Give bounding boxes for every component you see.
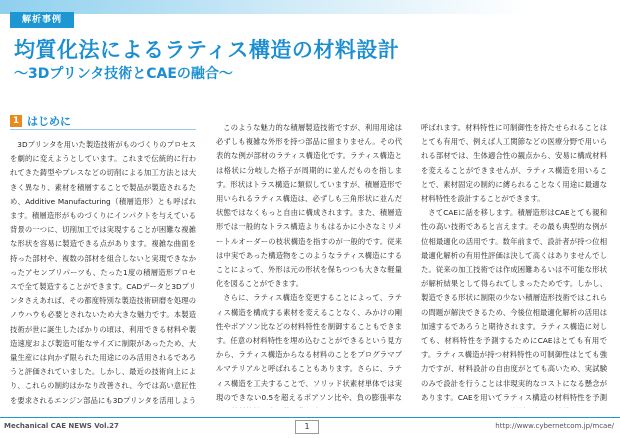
footer-publication: Mechanical CAE NEWS Vol.27: [4, 422, 119, 430]
footer-url: http://www.cybernetcom.jp/mcae/: [495, 422, 614, 430]
text-column-3: [421, 121, 607, 408]
section-title: はじめに: [27, 115, 71, 128]
page-title: 均質化法によるラティス構造の材料設計: [14, 38, 400, 62]
text-column-1: [10, 138, 196, 408]
text-column-2: [216, 121, 402, 408]
paragraph: 3Dプリンタを用いた製造技術がものづくりのプロセスを劇的に変えようとしています。これまで伝統的に行われてきた鋳型やプレスなどの切削による加工方法とは大きく異なり、素材を積層することで製品が製造されるため、Additive Manufacturing（積層造形）とも呼ばれます。積層造形がものづくりにインパクトを与えている背景の一つに、切削加工では実現することが困難な複雑な形状を容易に製造できる点があります。複雑な曲面を持った部材や、複数の部材を組合しないと実現できなかったアセンブリパーツも、たった1度の積層造形プロセスで全て製造することができます。CADデータと3Dプリンタさえあれば、その都度特別な製造技術研磨を処理のノウハウも必要とされないため大きな魅力です。本製造技術が世に誕生したばかりの頃は、利用できる材料や製造速度および製造可能なサイズに制限があったため、大量生産には向かず限られた用途にのみ活用されるであろうと評価されていました。しかし、最近の技術向上により、これらの制約はかなり改善され、今では高い意匠性を要求されるエンジン部品にも3Dプリンタを活用しよう: [10, 140, 196, 405]
paragraph: 呼ばれます。材料特性に可制御性を持たせられることはとても有用で、例えば人工関節などの医療分野で用いられる部材では、生体適合性の観点から、安易に構成材料を変えることができませんが、ラティス構造を用いることで、素材固定の制約に縛られることなく用途に最適な材料特性を設計することができます。: [421, 123, 607, 204]
footer-divider: [0, 417, 620, 418]
paragraph: さらに、ラティス構造を変更することによって、ラティス構造を構成する素材を変えることなく、みかけの剛性やポアソン比などの材料特性を制御することもできます。任意の材料特性を埋め込むことができるという見方から、ラティス構造からなる材料のことをプログラマブルマテリアルと呼ばれることもあります。さらに、ラティス構造を工夫することで、ソリッド状素材単体では実現のできない0.5を超えるポアソン比や、負の膨張率な: [216, 293, 402, 402]
paragraph: さてCAEに話を移します。積層造形はCAEとても親和性の高い技術であると言えます。その最も典型的な例が位相最適化の活用です。数年前まで、設計者が持つ位相最適化解析の有用性評価は決して高くはありませんでした。従来の加工技術では作成困難あるいは不可能な形状が解析結果として得られてしまったためです。しかし、製造できる形状に制限の少ない積層造形技術ではこれらの問題が解決できるため、今後位相最適化解析の活用は加速するであろうと期待されます。ラティス構造に対しても、材料特性を予測するためにCAEはとても有用です。ラティス構造が持つ材料特性の可制御性はとても強力ですが、材料設計の自由度がとても高いため、実試験のみで設計を行うことは非現実的なコストになる懸念があります。CAEを用いてラティス構造の材料特性を予測: [421, 208, 607, 402]
page-subtitle: ～3Dプリンタ技術とCAEの融合～: [14, 66, 233, 82]
section-number: 1: [10, 115, 22, 127]
page-number: 1: [295, 420, 319, 434]
section-heading: [10, 112, 196, 130]
category-tag: 解析事例: [10, 12, 74, 28]
paragraph: このような魅力的な積層製造技術ですが、利用用途は必ずしも複雑な外形を持つ部品に留まりません。その代表的な例が部材のラティス構造化です。ラティス構造とは格状に分岐した格子が周期的に並んだものを指します。形状はトラス構造に類似していますが、積層造形で用いられるラティス構造は、必ずしも三角形状に並んだ状態ではなくもっと自由に構成されます。また、積層造形では一般的なトラス構造よりもはるかに小さなミリメートルオーダーの枝状構造を指すのが一般的です。従来は中実であった構造物をこのようなラティス構造にすることによって、外形は元の形状を保ちつつも大きな軽量化を図ることができます。: [216, 123, 402, 289]
header-gradient-bar: [0, 0, 620, 14]
